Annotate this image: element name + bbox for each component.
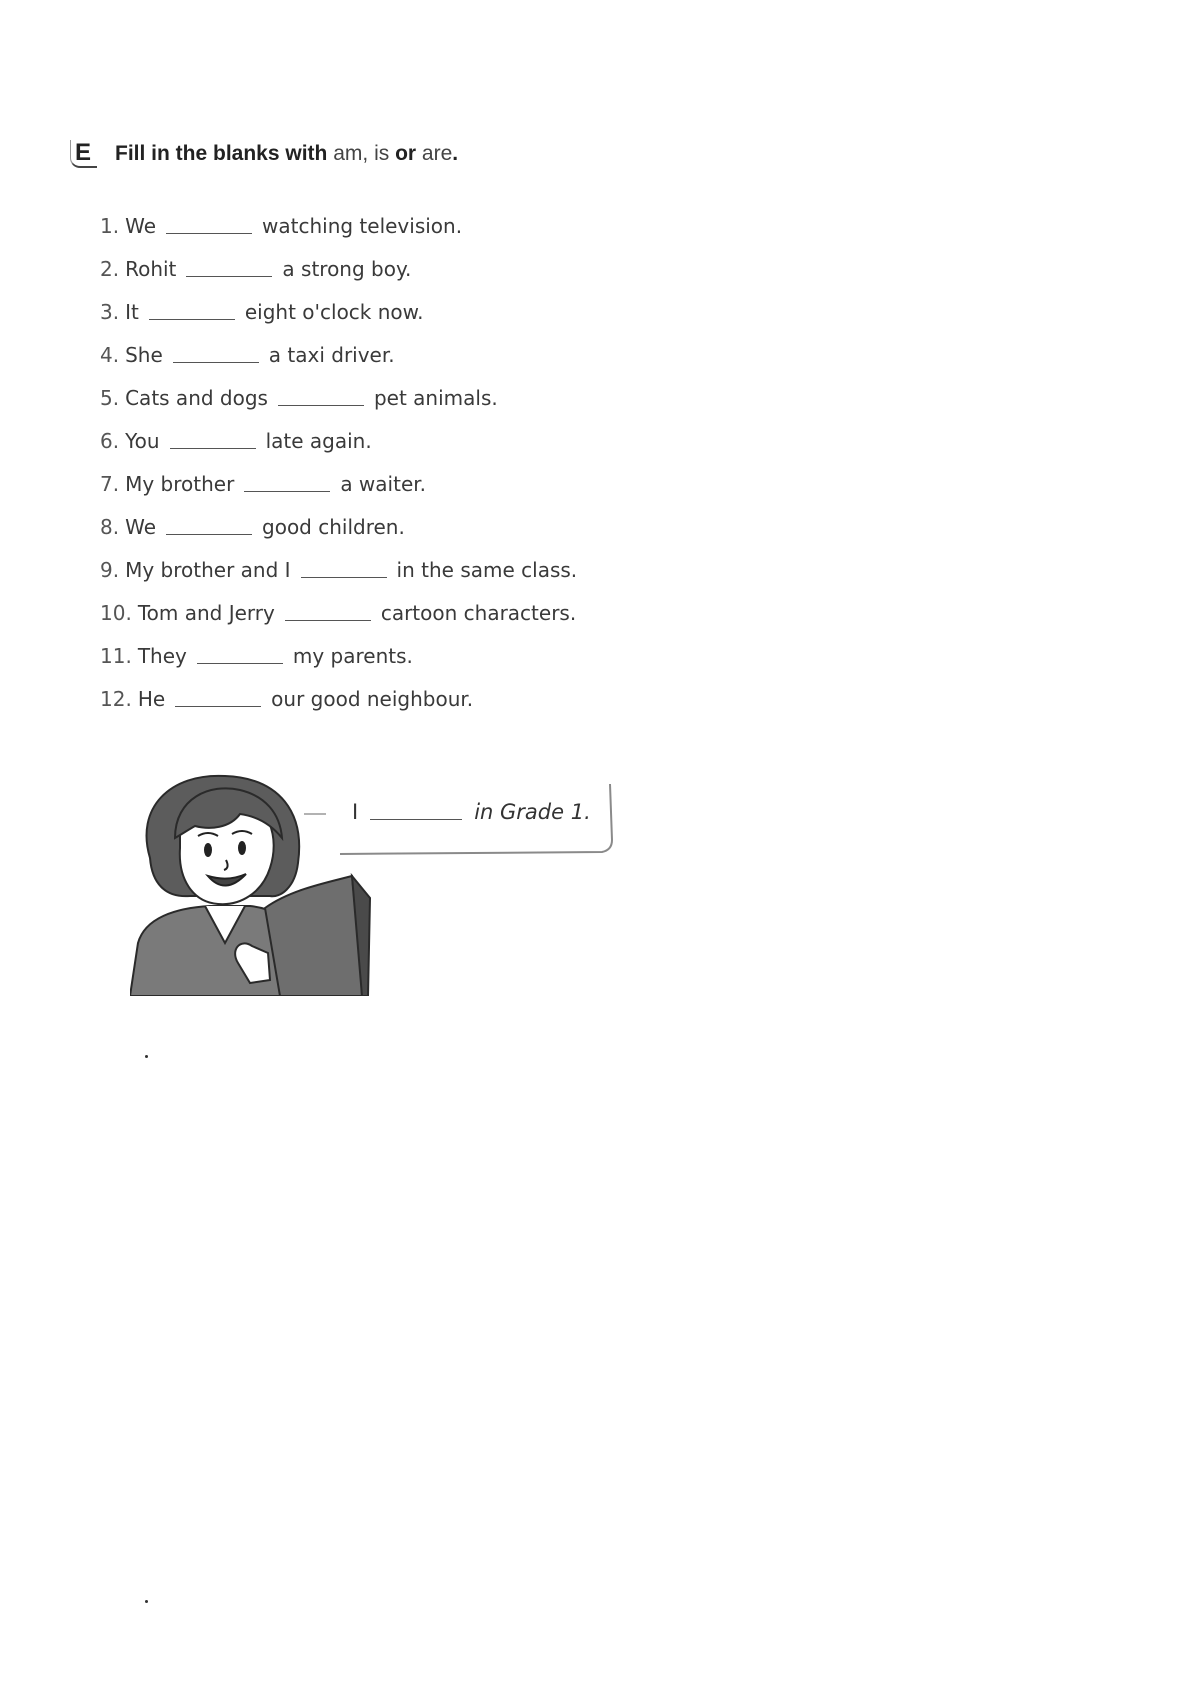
question-number: 5.: [100, 386, 120, 410]
speech-answer-blank[interactable]: [370, 818, 462, 820]
answer-blank[interactable]: [197, 662, 283, 664]
question-start: He: [137, 687, 166, 711]
question-item: [100, 496, 577, 539]
question-start: You: [125, 429, 160, 453]
question-start: My brother and I: [125, 558, 291, 582]
question-end: eight o'clock now.: [244, 300, 424, 324]
question-number: 7.: [100, 472, 120, 496]
question-item: [100, 324, 577, 367]
question-start: My brother: [125, 472, 235, 496]
question-item: [100, 539, 577, 582]
answer-blank[interactable]: [175, 705, 261, 707]
question-end: pet animals.: [373, 386, 498, 410]
speech-bubble: [300, 780, 618, 858]
question-number: 4.: [100, 343, 120, 367]
question-item: [100, 625, 577, 668]
question-number: 1.: [100, 214, 120, 238]
instruction-part: am: [333, 142, 363, 165]
answer-blank[interactable]: [301, 576, 387, 578]
question-number: 2.: [100, 257, 120, 281]
question-number: 11.: [100, 644, 132, 668]
question-item: [100, 582, 577, 625]
question-end: a strong boy.: [282, 257, 412, 281]
question-number: 6.: [100, 429, 120, 453]
instruction-part: is: [374, 142, 390, 165]
question-end: late again.: [265, 429, 372, 453]
speech-end: in Grade 1.: [474, 800, 591, 824]
answer-blank[interactable]: [186, 275, 272, 277]
answer-blank[interactable]: [170, 447, 256, 449]
scan-speck: [145, 1600, 148, 1603]
question-end: good children.: [262, 515, 405, 539]
question-end: my parents.: [292, 644, 413, 668]
instruction-part: or: [389, 142, 422, 165]
question-item: [100, 668, 577, 711]
question-number: 9.: [100, 558, 120, 582]
question-item: [100, 367, 577, 410]
question-number: 10.: [100, 601, 132, 625]
question-start: She: [125, 343, 163, 367]
question-item: [100, 195, 577, 238]
instruction-part: are: [421, 142, 453, 165]
scan-speck: [145, 1055, 148, 1058]
answer-blank[interactable]: [149, 318, 235, 320]
question-item: [100, 410, 577, 453]
question-item: [100, 281, 577, 324]
instruction: [115, 142, 458, 166]
answer-blank[interactable]: [173, 361, 259, 363]
question-end: our good neighbour.: [271, 687, 474, 711]
instruction-part: Fill in the blanks with: [115, 142, 334, 165]
answer-blank[interactable]: [166, 232, 252, 234]
question-end: in the same class.: [396, 558, 578, 582]
question-start: Cats and dogs: [125, 386, 268, 410]
answer-blank[interactable]: [166, 533, 252, 535]
section-letter: E: [70, 140, 97, 168]
question-start: Tom and Jerry: [137, 601, 275, 625]
question-start: Rohit: [125, 257, 177, 281]
question-number: 12.: [100, 687, 132, 711]
question-list: [100, 195, 577, 711]
answer-blank[interactable]: [278, 404, 364, 406]
instruction-part: .: [452, 142, 459, 165]
question-start: We: [125, 214, 157, 238]
question-item: [100, 453, 577, 496]
instruction-part: ,: [362, 142, 375, 165]
question-end: a taxi driver.: [268, 343, 395, 367]
question-end: cartoon characters.: [380, 601, 577, 625]
question-end: watching television.: [262, 214, 463, 238]
question-start: It: [125, 300, 139, 324]
answer-blank[interactable]: [244, 490, 330, 492]
answer-blank[interactable]: [285, 619, 371, 621]
question-end: a waiter.: [340, 472, 426, 496]
question-number: 3.: [100, 300, 120, 324]
speech-start: I: [352, 800, 359, 824]
question-item: [100, 238, 577, 281]
question-start: They: [137, 644, 187, 668]
question-start: We: [125, 515, 157, 539]
section-header: [70, 140, 458, 168]
question-number: 8.: [100, 515, 120, 539]
speech-bubble-text: [352, 800, 591, 824]
